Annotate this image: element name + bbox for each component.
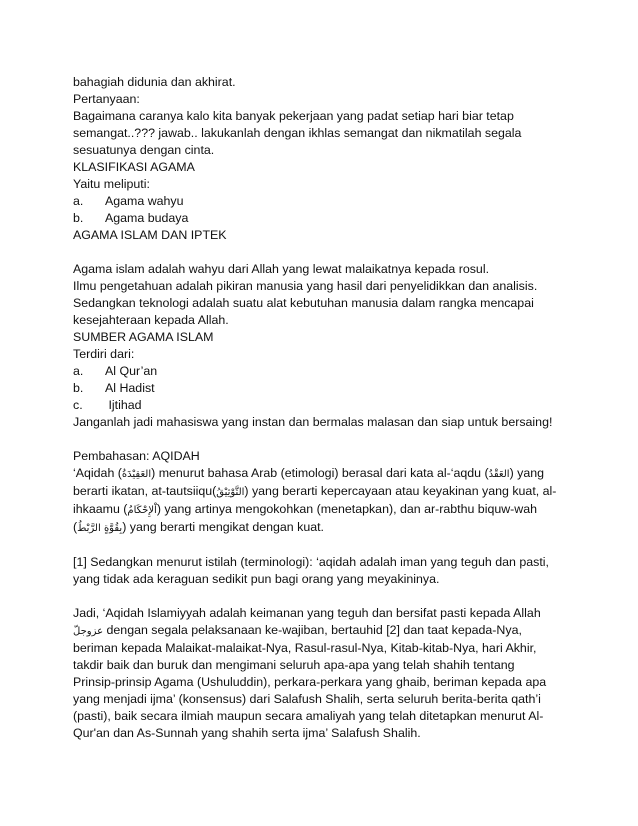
list-marker: a. [73,194,84,208]
text-line: semangat..??? jawab.. lakukanlah dengan ikhlas semangat dan nikmatilah segala [73,126,522,140]
text-line: Agama islam adalah wahyu dari Allah yang lewat malaikatnya kepada rosul. [73,262,490,276]
text-line: sesuatunya dengan cinta. [73,143,215,157]
document-page [73,74,573,742]
blank-line [73,431,573,448]
text-line [73,622,573,640]
text-line: (pasti), baik secara ilmiah maupun secara amaliyah yang telah ditetapkan menurut Al- [73,709,544,723]
list-item-text: Agama budaya [105,211,189,225]
text-line: takdir baik dan buruk dan mengimani seluruh apa-apa yang telah shahih tentang [73,658,515,672]
text-fragment: dengan segala pelaksanaan ke-wajiban, bertauhid [2] dan taat kepada-Nya, [103,623,522,637]
section-heading-iptek: AGAMA ISLAM DAN IPTEK [73,228,227,242]
text-line: Terdiri dari: [73,347,135,361]
arabic-term: عزوجلّ [73,626,104,637]
list-item [73,193,573,210]
text-fragment: ) menurut bahasa Arab (etimologi) berasal dari kata al-‘aqdu ( [151,466,489,480]
text-line: beriman kepada Malaikat-malaikat-Nya, Rasul-rasul-Nya, Kitab-kitab-Nya, hari Akhir, [73,641,537,655]
list-marker: a. [73,364,84,378]
text-line [73,519,573,537]
list-item-text: Agama wahyu [105,194,184,208]
list-item [73,363,573,380]
text-line: Ilmu pengetahuan adalah pikiran manusia yang hasil dari penyelidikkan dan analisis. [73,279,538,293]
text-line: bahagiah didunia dan akhirat. [73,75,236,89]
text-line [73,483,573,501]
list-item-text: Ijtihad [105,398,142,412]
list-item-text: Al Qur’an [105,364,158,378]
section-heading-aqidah: Pembahasan: AQIDAH [73,449,200,463]
blank-line [73,537,573,554]
text-line: Yaitu meliputi: [73,177,150,191]
list-item [73,380,573,397]
list-marker: b. [73,381,84,395]
text-fragment: ‘Aqidah ( [73,466,122,480]
text-line: Prinsip-prinsip Agama (Ushuluddin), perkara-perkara yang ghaib, beriman kepada apa [73,675,547,689]
text-fragment: ( [73,520,78,534]
arabic-term: التَّوْثِيْقُ [216,487,245,498]
text-fragment: ) yang berarti kepercayaan atau keyakinan yang kuat, al- [244,484,557,498]
text-line: Bagaimana caranya kalo kita banyak pekerjaan yang padat setiap hari biar tetap [73,109,514,123]
text-line: [1] Sedangkan menurut istilah (terminologi): ‘aqidah adalah iman yang teguh dan pasti, [73,555,549,569]
text-line: yang tidak ada keraguan sedikit pun bagi orang yang meyakininya. [73,572,440,586]
text-fragment: ) yang berarti mengikat dengan kuat. [122,520,325,534]
text-fragment: ihkaamu ( [73,502,128,516]
text-line: Sedangkan teknologi adalah suatu alat kebutuhan manusia dalam rangka mencapai [73,296,534,310]
text-fragment: berarti ikatan, at-tautsiiqu( [73,484,217,498]
text-fragment: ) yang artinya mengokohkan (menetapkan), dan ar-rabthu biquw-wah [156,502,538,516]
text-line: Janganlah jadi mahasiswa yang instan dan bermalas malasan dan siap untuk bersaing! [73,415,553,429]
text-line [73,465,573,483]
arabic-term: بِقُوَّةٍ الرَّبْطُ [77,523,123,534]
text-fragment: ) yang [509,466,545,480]
blank-line [73,588,573,605]
arabic-term: العَقْدُ [488,469,510,480]
text-line: Qur'an dan As-Sunnah yang shahih serta ijma’ Salafush Shalih. [73,726,421,740]
text-line: yang menjadi ijma’ (konsensus) dari Salafush Shalih, serta seluruh berita-berita qath’i [73,692,541,706]
list-marker: c. [73,398,83,412]
section-heading-klasifikasi: KLASIFIKASI AGAMA [73,160,195,174]
list-marker: b. [73,211,84,225]
text-line: Jadi, ‘Aqidah Islamiyyah adalah keimanan yang teguh dan bersifat pasti kepada Allah [73,606,541,620]
question-heading: Pertanyaan: [73,92,140,106]
arabic-term: اْلإِحْكَامُ [127,505,157,516]
text-line [73,501,573,519]
blank-line [73,244,573,261]
text-line: kesejahteraan kepada Allah. [73,313,229,327]
list-item [73,210,573,227]
arabic-term: العَقِيْدَةُ [121,469,152,480]
list-item-text: Al Hadist [105,381,155,395]
list-item [73,397,573,414]
section-heading-sumber: SUMBER AGAMA ISLAM [73,330,214,344]
